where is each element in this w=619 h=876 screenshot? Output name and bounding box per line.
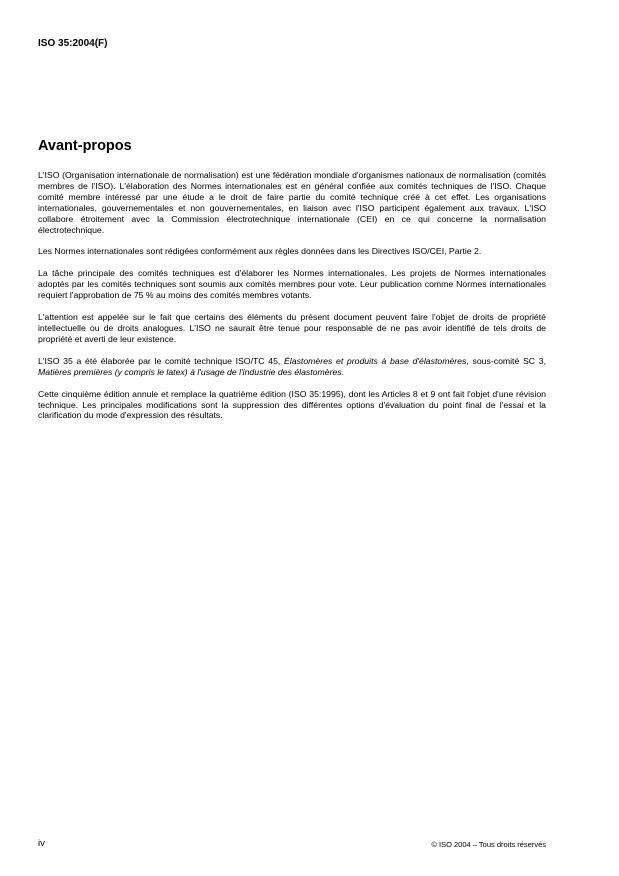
subcommittee-title: Matières premières (y compris le latex) à l'usage de l'industrie des élastomères (38, 366, 342, 377)
paragraph-patent-rights: L'attention est appelée sur le fait que certains des éléments du présent document peuvent faire l'objet de droits de propriété intellectuelle ou de droits analogues. L'ISO ne saurait être tenue pour responsable de ne pas avoir identifié de tels droits de propriété et averti de leur existence. (38, 312, 546, 344)
committee-title: Élastomères et produits à base d'élastomères (284, 355, 467, 366)
prepared-by-text: L'ISO 35 a été élaborée par le comité technique ISO/TC 45, (38, 355, 285, 366)
paragraph-technical-committees: La tâche principale des comités techniques est d'élaborer les Normes internationales. Les projets de Normes internationales adoptés par les comités techniques sont soumis aux comités membres pour vote. Leur publication comme Normes internationales requiert l'approbation de 75 % au moins des comités membres votants. (38, 268, 546, 301)
paragraph-directives: Les Normes internationales sont rédigées conformément aux règles données dans les Directives ISO/CEI, Partie 2. (38, 246, 482, 257)
page-title: Avant-propos (38, 138, 132, 154)
paragraph-iso-organisation: L'ISO (Organisation internationale de normalisation) est une fédération mondiale d'organismes nationaux de normalisation (comités membres de l'ISO). L'élaboration des Normes internationales est en général confiée aux comités techniques de l'ISO. Chaque comité membre intéressé par une étude a le droit de faire partie du comité technique créé à cet effet. Les organisations internationales, gouvernementales et non gouvernementales, en liaison avec l'ISO participent également aux travaux. L'ISO collabore étroitement avec la Commission électrotechnique internationale (CEI) en ce qui concerne la normalisation électrotechnique. (38, 170, 546, 235)
copyright-notice: © ISO 2004 – Tous droits réservés (431, 840, 546, 849)
subcommittee-text: , sous-comité SC 3, (466, 355, 546, 366)
paragraph-prepared-by (38, 356, 546, 378)
foreword-body (38, 170, 546, 432)
paragraph-edition: Cette cinquième édition annule et remplace la quatrième édition (ISO 35:1995), dont les Articles 8 et 9 ont fait l'objet d'une révision technique. Les principales modifications sont la suppression des différentes options d'évaluation du point final de l'essai et la clarification du mode d'expression des résultats. (38, 388, 546, 421)
sentence-end: . (341, 366, 345, 377)
page-number: iv (38, 838, 45, 849)
document-id-header: ISO 35:2004(F) (38, 38, 108, 49)
